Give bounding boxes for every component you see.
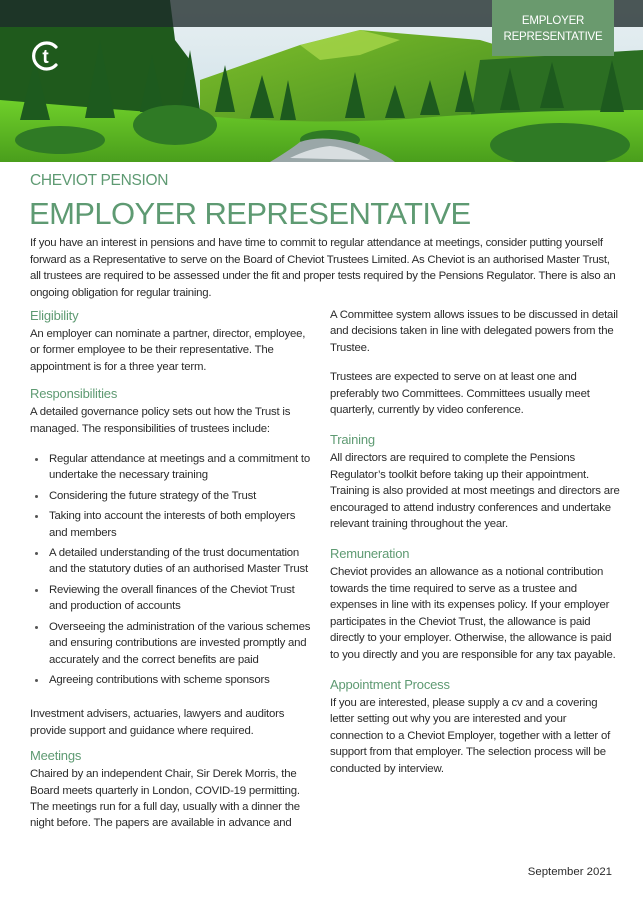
list-item: Considering the future strategy of the Trust [30,488,315,504]
remuneration-section [330,545,620,662]
logo-letter: t [42,47,49,68]
committee-expectations-paragraph: Trustees are expected to serve on at least one and preferably two Committees. Committees usually meet quarterly, currently by video conference. [330,371,590,417]
responsibilities-heading: Responsibilities [30,386,118,402]
committee-paragraph: A Committee system allows issues to be discussed in detail and decisions taken in line with delegated powers from the Trustee. [330,309,618,354]
training-body: All directors are required to complete the Pensions Regulator’s toolkit before taking up their appointment. Training is also provided at most meetings and directors are encouraged to attend industry conferences and undertake relevant training throughout the year. [330,452,620,531]
eligibility-section [30,307,315,375]
list-item: Agreeing contributions with scheme sponsors [30,672,315,688]
list-item: Overseeing the administration of the various schemes and ensuring contributions are invested promptly and accurately and the correct benefits are paid [30,619,315,668]
appointment-heading: Appointment Process [330,676,450,692]
list-item: A detailed understanding of the trust documentation and the statutory duties of an authorised Master Trust [30,545,315,578]
list-item: Taking into account the interests of both employers and members [30,508,315,541]
badge-line-2: REPRESENTATIVE [503,31,603,43]
remuneration-body: Cheviot provides an allowance as a notional contribution towards the time required to serve as a trustee and expenses in line with its expenses policy. If your employer participates in the Cheviot Trust, the allowance is paid directly to your employer. Otherwise, the allowance is paid to you directly and you are responsible for any tax payable. [330,566,616,661]
list-item: Reviewing the overall finances of the Cheviot Trust and production of accounts [30,582,315,615]
eligibility-heading: Eligibility [30,308,79,323]
cheviot-logo-icon [30,40,62,72]
responsibilities-section [30,385,315,739]
publication-date: September 2021 [527,866,612,878]
organisation-name: CHEVIOT PENSION [30,172,169,189]
responsibilities-list [30,451,315,688]
meetings-body: Chaired by an independent Chair, Sir Derek Morris, the Board meets quarterly in London, COVID-19 permitting. The meetings run for a full day, usually with a dinner the night before. The papers are available in advance and [30,768,300,830]
document-type-badge [492,0,614,56]
appointment-section [330,676,620,777]
meetings-heading: Meetings [30,748,82,764]
cheviot-logo [30,40,62,72]
right-column [330,307,620,777]
list-item: Regular attendance at meetings and a commitment to undertake the necessary training [30,451,315,484]
intro-paragraph: If you have an interest in pensions and have time to commit to regular attendance at meetings, consider putting yourself forward as a Representative to serve on the Board of Cheviot Trustees Limited. As Cheviot is an authorised Master Trust, all trustees are required to be assessed under the fit and proper tests required by the Pensions Regulator. There is also an ongoing obligation for regular training. [30,237,616,299]
remuneration-heading: Remuneration [330,546,410,562]
responsibilities-intro: A detailed governance policy sets out how the Trust is managed. The responsibilities of trustees include: [30,406,291,435]
appointment-body: If you are interested, please supply a cv and a covering letter setting out why you are interested and your connection to a Cheviot Employer, together with a letter of support from that employer. The selection process will be conducted by interview. [330,696,611,775]
badge-line-1: EMPLOYER [521,15,585,27]
page-title: EMPLOYER REPRESENTATIVE [29,196,471,231]
training-heading: Training [330,432,375,448]
left-column [30,307,315,832]
eligibility-body: An employer can nominate a partner, director, employee, or former employee to be their representative. The appointment is for a three year term. [30,328,306,373]
meetings-section [30,747,315,832]
training-section [330,431,620,532]
support-paragraph: Investment advisers, actuaries, lawyers and auditors provide support and guidance where required. [30,708,285,737]
